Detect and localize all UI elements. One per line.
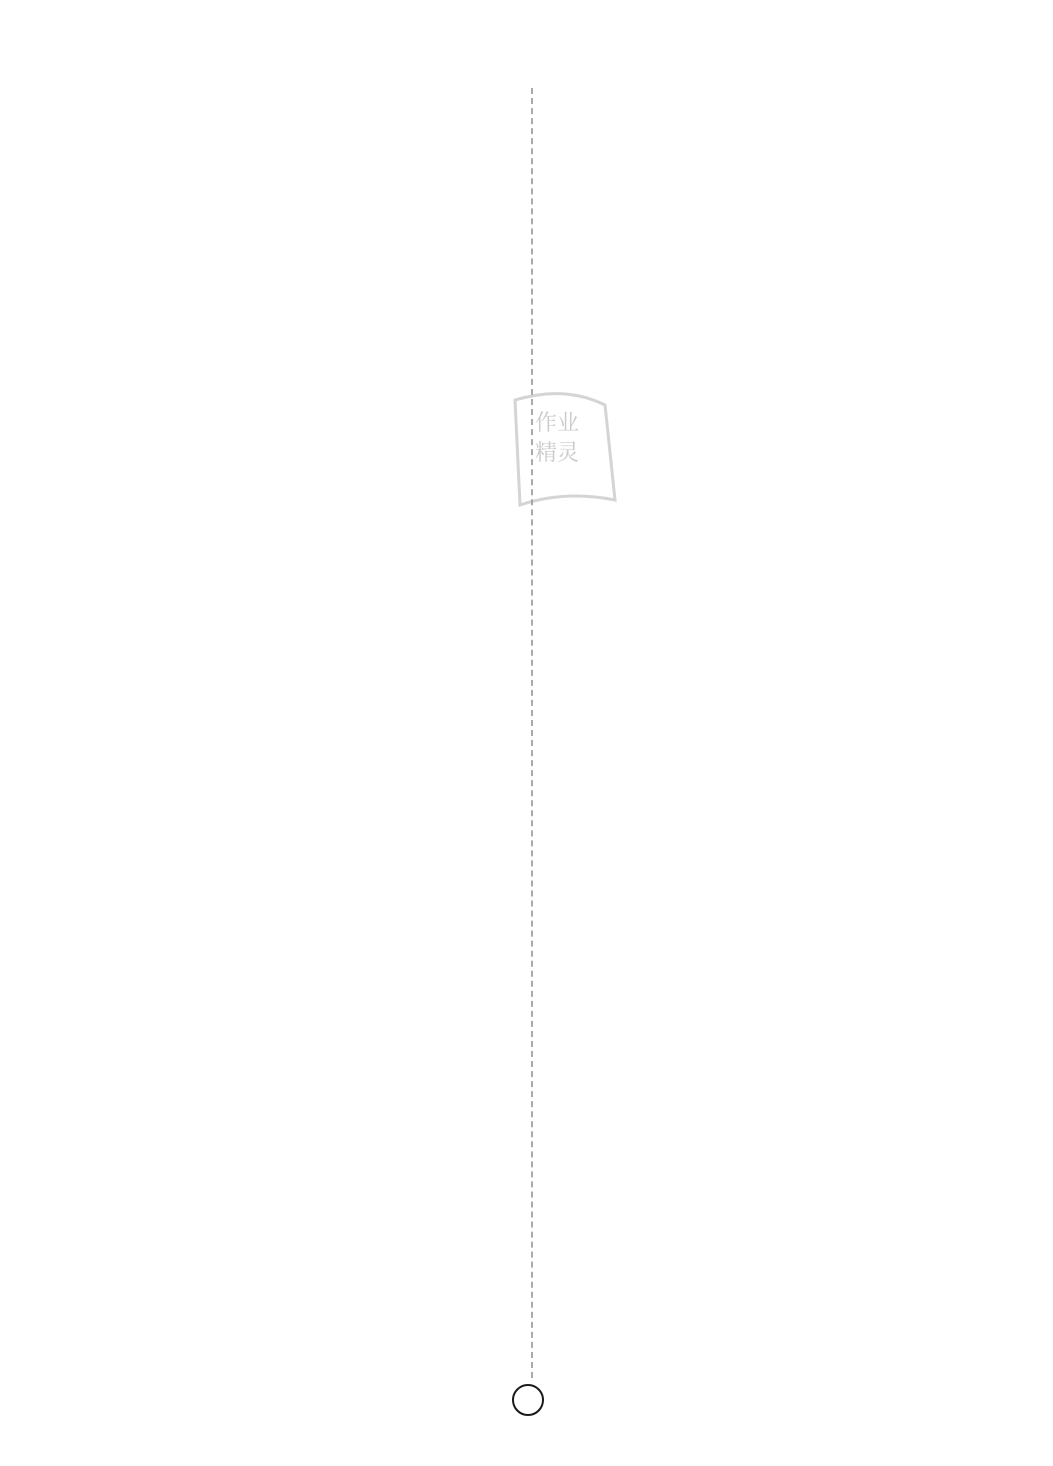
page-number xyxy=(512,1384,544,1416)
svg-text:作业: 作业 xyxy=(535,411,580,436)
column-divider xyxy=(531,88,533,1378)
svg-text:精灵: 精灵 xyxy=(535,441,580,466)
watermark-stamp-logo xyxy=(505,380,655,520)
